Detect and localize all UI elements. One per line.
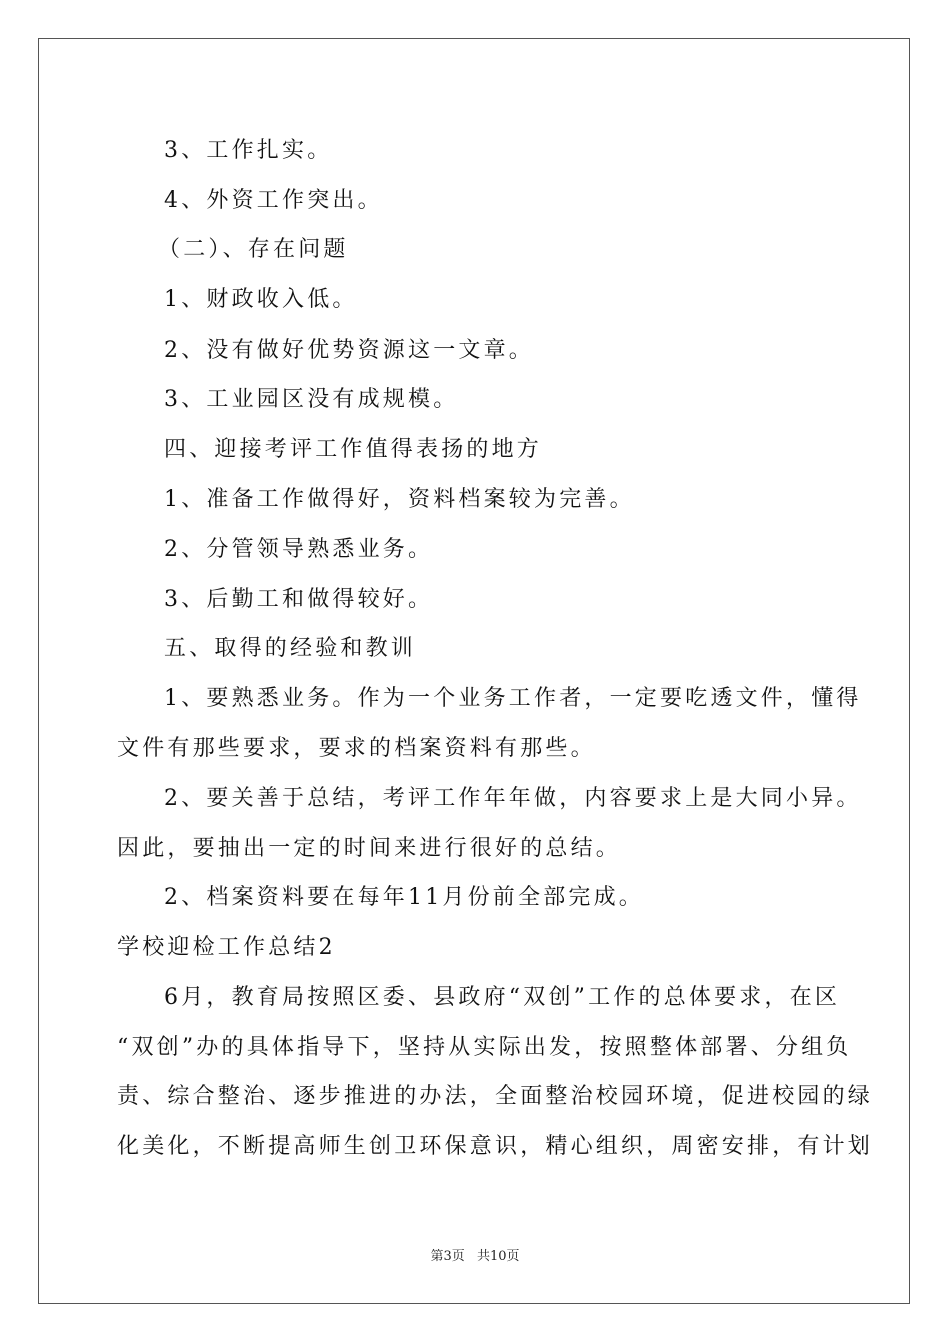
text-line-5: 2、没有做好优势资源这一文章。 — [164, 338, 534, 363]
text-line-19: “双创”办的具体指导下，坚持从实际出发，按照整体部署、分组负 — [117, 1035, 852, 1060]
text-line-1: 3、工作扎实。 — [164, 138, 333, 163]
text-line-9: 2、分管领导熟悉业务。 — [164, 537, 434, 562]
text-line-21: 化美化，不断提高师生创卫环保意识，精心组织，周密安排，有计划 — [117, 1134, 874, 1159]
text-line-20: 责、综合整治、逐步推进的办法，全面整治校园环境，促进校园的绿 — [117, 1084, 874, 1109]
page-border — [38, 38, 910, 1304]
text-line-13: 文件有那些要求，要求的档案资料有那些。 — [117, 736, 596, 761]
text-line-12: 1、要熟悉业务。作为一个业务工作者，一定要吃透文件，懂得 — [164, 686, 862, 711]
page-footer — [0, 1245, 950, 1264]
section-heading-praise: 四、迎接考评工作值得表扬的地方 — [164, 437, 543, 462]
text-line-10: 3、后勤工和做得较好。 — [164, 587, 434, 612]
text-line-15: 因此，要抽出一定的时间来进行很好的总结。 — [117, 836, 622, 861]
text-line-14: 2、要关善于总结，考评工作年年做，内容要求上是大同小异。 — [164, 786, 862, 811]
text-line-4: 1、财政收入低。 — [164, 287, 358, 312]
section-heading-lessons: 五、取得的经验和教训 — [164, 636, 417, 661]
article-title: 学校迎检工作总结2 — [117, 935, 336, 960]
text-line-2: 4、外资工作突出。 — [164, 188, 383, 213]
text-line-18: 6月，教育局按照区委、县政府“双创”工作的总体要求，在区 — [164, 985, 841, 1010]
text-line-6: 3、工业园区没有成规模。 — [164, 387, 459, 412]
text-line-16: 2、档案资料要在每年11月份前全部完成。 — [164, 885, 644, 910]
section-heading-problems: （二）、存在问题 — [158, 237, 349, 262]
total-pages: 共10页 — [476, 1249, 520, 1264]
page-number: 第3页 — [430, 1249, 465, 1264]
text-line-8: 1、准备工作做得好，资料档案较为完善。 — [164, 487, 635, 512]
